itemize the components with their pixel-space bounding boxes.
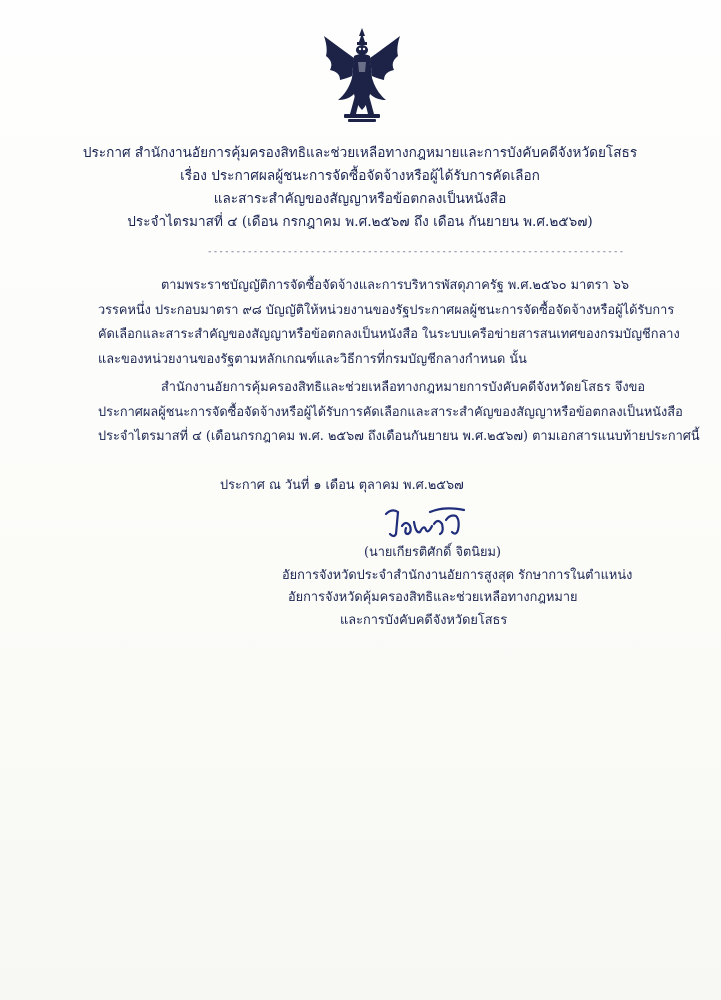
paragraph-line: และของหน่วยงานของรัฐตามหลักเกณฑ์และวิธีการที่กรมบัญชีกลางกำหนด นั้น <box>98 351 527 367</box>
paragraph-line: ประกาศผลผู้ชนะการจัดซื้อจัดจ้างหรือผู้ได้รับการคัดเลือกและสาระสำคัญของสัญญาหรือข้อตกลงเป็นหนังสือ <box>98 404 683 420</box>
paragraph-line: ประจำไตรมาสที่ ๔ (เดือนกรกฎาคม พ.ศ. ๒๕๖๗ ถึงเดือนกันยายน พ.ศ.๒๕๖๗) ตามเอกสารแนบท้ายประกาศนี้ <box>98 429 700 444</box>
garuda-emblem-icon <box>318 26 406 124</box>
signer-position: และการบังคับคดีจังหวัดยโสธร <box>340 612 508 628</box>
handwritten-signature <box>380 500 470 544</box>
announcement-subject-continued: และสาระสำคัญของสัญญาหรือข้อตกลงเป็นหนังสือ <box>213 191 507 207</box>
signer-block <box>282 542 633 632</box>
signer-name: (นายเกียรติศักดิ์ จิตนิยม) <box>364 545 501 560</box>
paragraph-line: คัดเลือกและสาระสำคัญของสัญญาหรือข้อตกลงเป็นหนังสือ ในระบบเครือข่ายสารสนเทศของกรมบัญชีกลาง <box>98 327 680 342</box>
paragraph-legal-basis <box>98 274 680 372</box>
paragraph-announcement <box>98 376 700 450</box>
announcement-date: ประกาศ ณ วันที่ ๑ เดือน ตุลาคม พ.ศ.๒๕๖๗ <box>220 478 464 493</box>
announcement-period: ประจำไตรมาสที่ ๔ (เดือน กรกฎาคม พ.ศ.๒๕๖๗ ถึง เดือน กันยายน พ.ศ.๒๕๖๗) <box>127 214 593 230</box>
header-separator: ------------------------------------------------------------------------- <box>207 247 625 257</box>
signer-position: อัยการจังหวัดประจำสำนักงานอัยการสูงสุด รักษาการในตำแหน่ง <box>282 567 633 583</box>
announcement-header <box>60 142 660 234</box>
announcement-subject: เรื่อง ประกาศผลผู้ชนะการจัดซื้อจัดจ้างหรือผู้ได้รับการคัดเลือก <box>180 168 540 184</box>
signer-position: อัยการจังหวัดคุ้มครองสิทธิและช่วยเหลือทางกฎหมาย <box>288 590 578 605</box>
announcement-title: ประกาศ สำนักงานอัยการคุ้มครองสิทธิและช่วยเหลือทางกฎหมายและการบังคับคดีจังหวัดยโสธร <box>82 145 638 161</box>
paragraph-line: สำนักงานอัยการคุ้มครองสิทธิและช่วยเหลือทางกฎหมายการบังคับคดีจังหวัดยโสธร จึงขอ <box>161 380 646 395</box>
paragraph-line: วรรคหนึ่ง ประกอบมาตรา ๙๘ บัญญัติให้หน่วยงานของรัฐประกาศผลผู้ชนะการจัดซื้อจัดจ้างหรือผู้ได้รับการ <box>98 302 675 318</box>
paragraph-line: ตามพระราชบัญญัติการจัดซื้อจัดจ้างและการบริหารพัสดุภาครัฐ พ.ศ.๒๕๖๐ มาตรา ๖๖ <box>161 278 629 293</box>
